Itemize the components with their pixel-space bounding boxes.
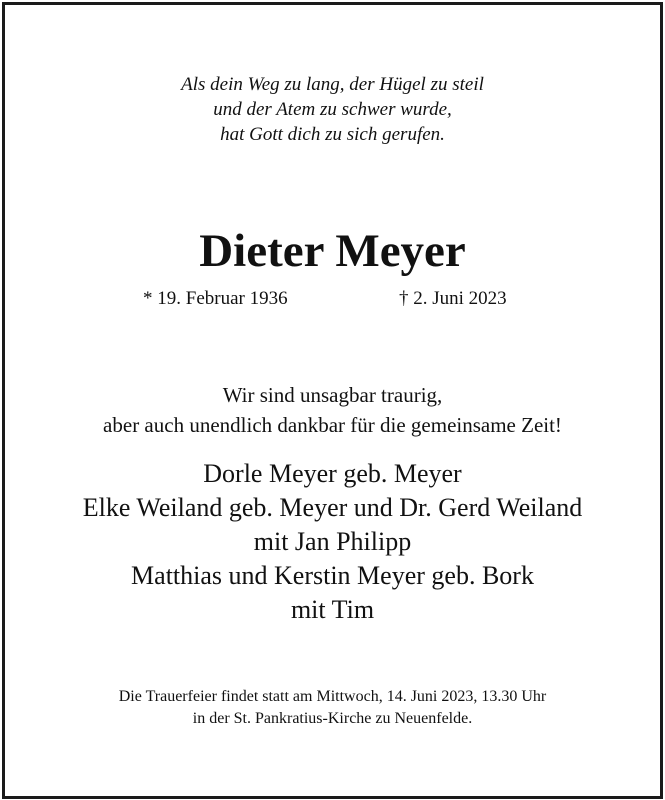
mourner-line: Elke Weiland geb. Meyer und Dr. Gerd Weiland xyxy=(82,493,583,522)
mourner-line: mit Jan Philipp xyxy=(253,527,412,556)
death-date: † 2. Juni 2023 xyxy=(399,288,507,309)
condolence-text xyxy=(5,380,660,440)
funeral-service-info xyxy=(5,686,660,730)
mourner-line: Dorle Meyer geb. Meyer xyxy=(203,459,462,488)
mourner-line: Matthias und Kerstin Meyer geb. Bork xyxy=(131,561,534,590)
deceased-name: Dieter Meyer xyxy=(199,225,466,277)
birth-date: * 19. Februar 1936 xyxy=(143,288,288,309)
mourners-list xyxy=(5,457,660,627)
verse-line: Als dein Weg zu lang, der Hügel zu steil xyxy=(181,74,484,95)
verse-line: hat Gott dich zu sich gerufen. xyxy=(220,124,445,145)
service-line: Die Trauerfeier findet statt am Mittwoch, 14. Juni 2023, 13.30 Uhr xyxy=(118,688,547,705)
condolence-line: Wir sind unsagbar traurig, xyxy=(222,383,443,407)
obituary-frame xyxy=(2,2,663,799)
condolence-line: aber auch unendlich dankbar für die gemeinsame Zeit! xyxy=(103,413,562,437)
service-line: in der St. Pankratius-Kirche zu Neuenfelde. xyxy=(192,710,473,727)
verse-line: und der Atem zu schwer wurde, xyxy=(213,99,452,120)
mourner-line: mit Tim xyxy=(290,595,375,624)
memorial-verse xyxy=(5,72,660,147)
